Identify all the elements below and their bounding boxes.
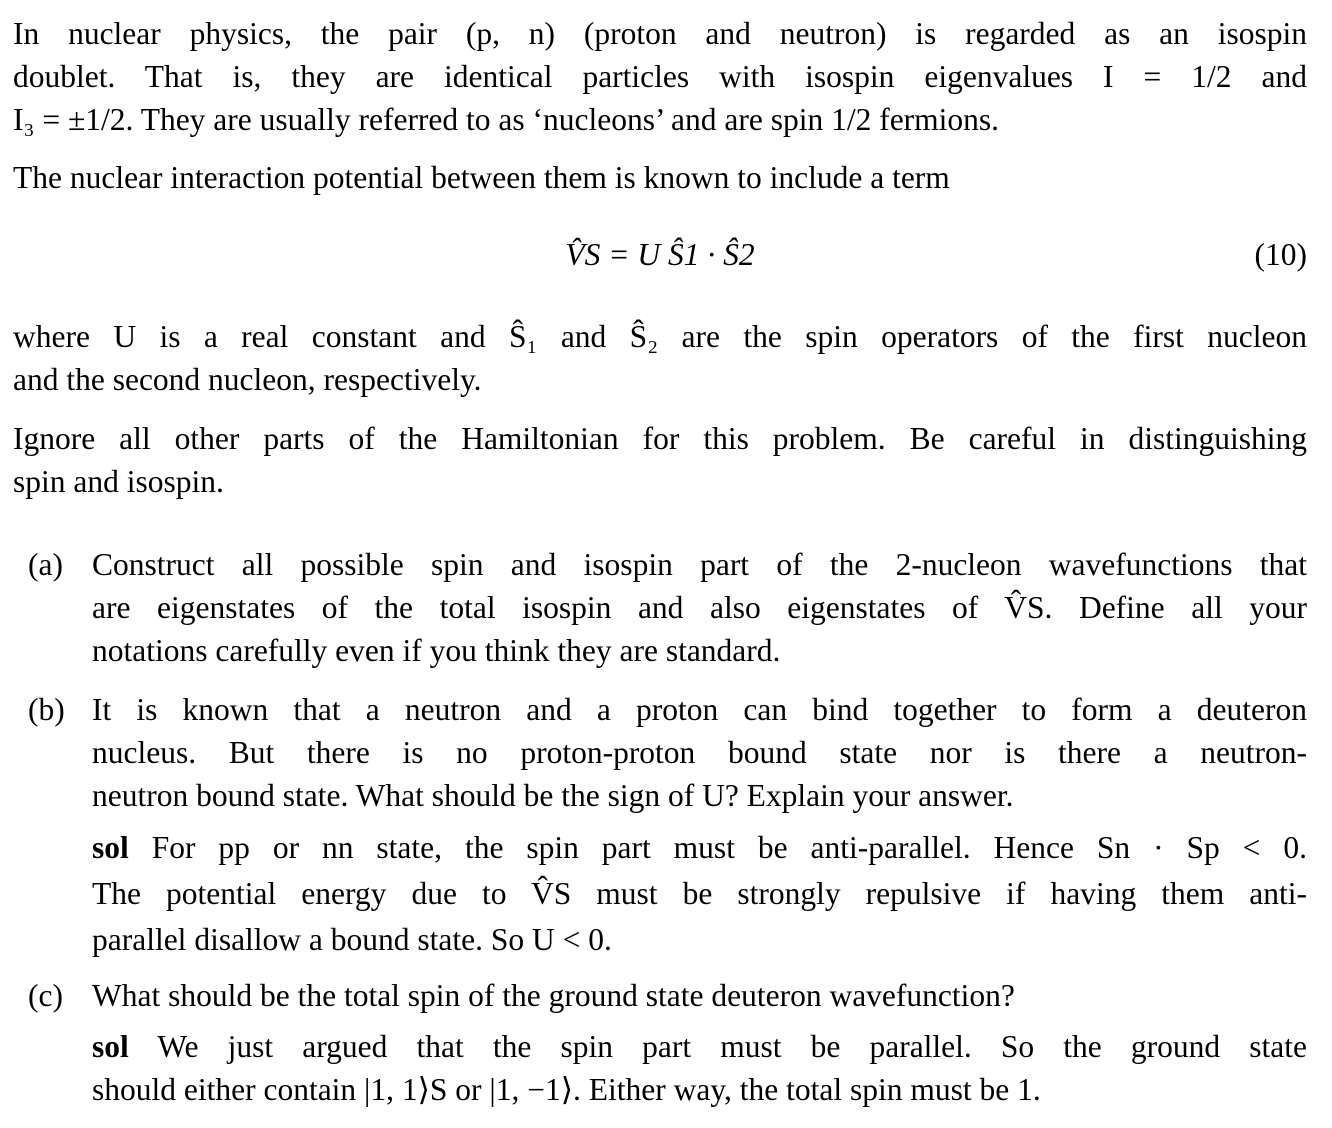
- ignore-line-1: Ignore all other parts of the Hamiltonian for this problem. Be careful in distinguishing: [13, 421, 1307, 456]
- part-c-sol-text-1: We just argued that the spin part must be parallel. So the ground state: [157, 1029, 1307, 1064]
- where-paragraph: [13, 315, 1307, 401]
- equation-row: [13, 233, 1307, 283]
- equation-number: (10): [1254, 237, 1307, 272]
- part-c-sol-label: sol: [92, 1029, 129, 1064]
- part-b-sol-line-3: parallel disallow a bound state. So U < 0.: [92, 922, 612, 957]
- part-a-line-1: Construct all possible spin and isospin part of the 2-nucleon wavefunctions that: [92, 547, 1307, 582]
- part-b-line-1: It is known that a neutron and a proton can bind together to form a deuteron: [92, 692, 1307, 727]
- ignore-paragraph: [13, 417, 1307, 503]
- part-c-sol-line-1: [92, 1025, 1307, 1068]
- part-a-label: (a): [28, 547, 63, 582]
- intro-paragraph: [13, 12, 1307, 141]
- ignore-line-2: spin and isospin.: [13, 464, 224, 499]
- part-b-sol-line-2: The potential energy due to V̂S must be strongly repulsive if having them anti-: [92, 876, 1307, 911]
- part-b-sol-label: sol: [92, 830, 129, 865]
- intro-line-1: In nuclear physics, the pair (p, n) (proton and neutron) is regarded as an isospin: [13, 16, 1307, 51]
- part-a-line-3: notations carefully even if you think they are standard.: [92, 633, 781, 668]
- part-a-line-2: are eigenstates of the total isospin and also eigenstates of V̂S. Define all your: [92, 590, 1307, 625]
- part-b-sol-line-1: [92, 826, 1307, 869]
- potential-intro: [13, 156, 1307, 199]
- part-c-sol-line-2: should either contain |1, 1⟩S or |1, −1⟩. Either way, the total spin must be 1.: [92, 1072, 1041, 1107]
- part-b-label: (b): [28, 692, 65, 727]
- part-c-solution: [92, 1025, 1307, 1111]
- part-b-solution: [92, 826, 1307, 961]
- part-c-label: (c): [28, 978, 63, 1013]
- part-b-line-2: nucleus. But there is no proton-proton bound state nor is there a neutron-: [92, 735, 1307, 770]
- where-line-2: and the second nucleon, respectively.: [13, 362, 482, 397]
- where-line-1: where U is a real constant and Ŝ₁ and Ŝ₂ are the spin operators of the first nucleon: [13, 319, 1307, 354]
- equation: V̂S = U Ŝ1 · Ŝ2: [565, 237, 755, 272]
- intro-line-2: doublet. That is, they are identical particles with isospin eigenvalues I = 1/2 and: [13, 59, 1307, 94]
- intro-line-3: I₃ = ±1/2. They are usually referred to as ‘nucleons’ and are spin 1/2 fermions.: [13, 102, 1000, 137]
- potential-intro-line: The nuclear interaction potential between them is known to include a term: [13, 160, 950, 195]
- part-b-line-3: neutron bound state. What should be the sign of U? Explain your answer.: [92, 778, 1014, 813]
- part-c-line-1: What should be the total spin of the ground state deuteron wavefunction?: [92, 978, 1015, 1013]
- part-b-sol-text-1: For pp or nn state, the spin part must be anti-parallel. Hence Sn · Sp < 0.: [151, 830, 1307, 865]
